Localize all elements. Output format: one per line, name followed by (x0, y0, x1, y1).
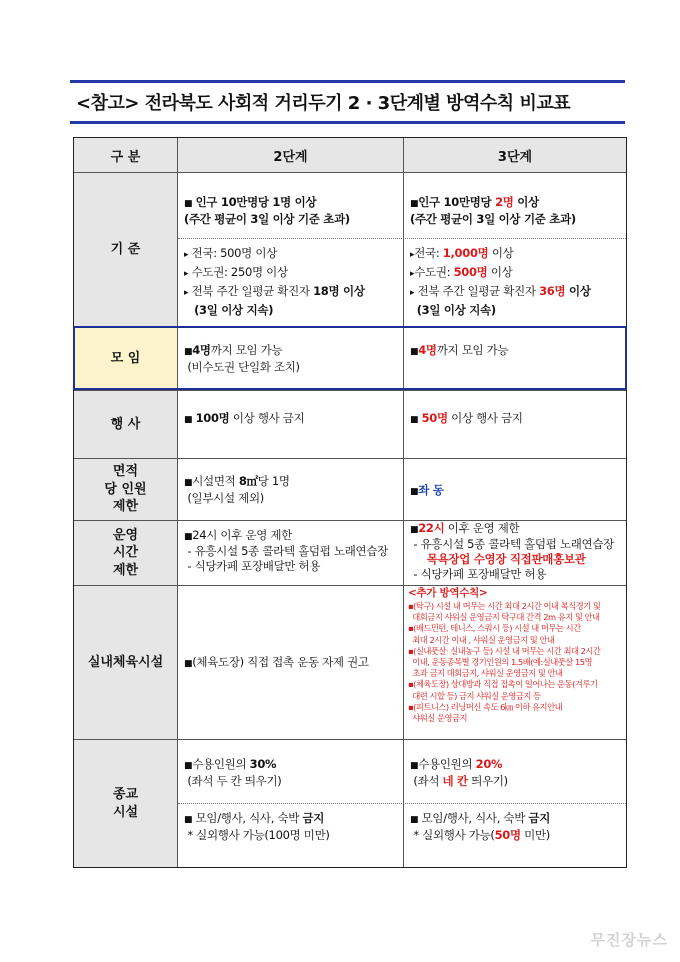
category-indoor-sports: 실내체육시설 (74, 586, 177, 739)
title-banner (70, 80, 625, 124)
divider-h6 (74, 739, 626, 740)
divider-h3 (74, 458, 626, 459)
divider-v1 (177, 138, 178, 867)
hours-l3: ■22시 이후 운영 제한 - 유흥시설 5종 콜라텍 홀덤펍 노래연습장 목욕장업 수영장 직접판매홍보관 - 식당카페 포장배달만 허용 (410, 521, 614, 582)
category-area-limit: 면적 당 인원 제한 (74, 459, 177, 520)
watermark: 무진장뉴스 (590, 931, 668, 949)
religion-l2-bottom: ■ 모임/행사, 식사, 숙박 금지 * 실외행사 가능(100명 미만) (184, 811, 330, 843)
events-l3: ■ 50명 이상 행사 금지 (410, 411, 523, 425)
criteria-l2-bottom: ▸ 전국: 500명 이상 ▸ 수도권: 250명 이상 ▸ 전북 주간 일평균 확진자 18명 이상 (3일 이상 지속) (184, 246, 365, 317)
divider-h1 (74, 326, 626, 327)
religion-l2-top: ■수용인원의 30% (좌석 두 칸 띄우기) (184, 757, 282, 789)
category-events: 행 사 (74, 391, 177, 458)
category-hours-limit: 운영 시간 제한 (74, 521, 177, 585)
title-rule-bottom (70, 121, 625, 124)
events-l2: ■ 100명 이상 행사 금지 (184, 411, 305, 425)
divider-v2 (403, 138, 404, 867)
header-level-3: 3단계 (404, 138, 626, 172)
gathering-l2: ■4명까지 모임 가능 (비수도권 단일화 조치) (184, 343, 300, 375)
indoor-sports-l2: ■(체육도장) 직접 접촉 운동 자제 권고 (184, 655, 369, 669)
divider-religion-dotted (178, 803, 626, 804)
page-title: <참고> 전라북도 사회적 거리두기 2 · 3단계별 방역수칙 비교표 (76, 93, 571, 114)
gathering-l3: ■4명까지 모임 가능 (410, 343, 509, 357)
comparison-table (73, 137, 627, 868)
title-rule-top (70, 80, 625, 83)
divider-h-header (74, 172, 626, 173)
divider-h2 (74, 390, 626, 391)
divider-criteria-dotted (178, 238, 626, 239)
category-religion: 종교 시설 (74, 740, 177, 867)
indoor-sports-l3-heading: <추가 방역수칙> (408, 587, 488, 599)
category-gathering: 모 임 (74, 327, 177, 390)
indoor-sports-l3-rules: ▪(탁구) 시설 내 머무는 시간 최대 2시간 이내 복식경기 및 대회금지 샤워실 운영금지 탁구대 간격 2m 유지 및 안내 ▪(배드민턴, 테니스, 스쿼시 등) 시설 내 머무는 시간 최대 2시간 이내 , 샤워실 운영금지 및 안내 ▪(실내풋살· 실내농구 등) 시설 내 머무는 시간 최대 2시간 이내, 운동종목별 경기인원의 1.5배(예:실내풋살 15명 초과 금지 대회금지, 샤워실 운영금지 및 안내 ▪(체육도장) 상대방과 직접 접촉이 일어나는 운동(겨루기 대련 시합 등) 금지 샤워실 운영금지 등 ▪(피트니스) 러닝머신 속도 6㎞ 이하 유지안내 샤워실 운영금지 (408, 601, 601, 723)
religion-l3-bottom: ■ 모임/행사, 식사, 숙박 금지 * 실외행사 가능(50명 미만) (410, 811, 551, 843)
header-level-2: 2단계 (178, 138, 403, 172)
area-l3: ■좌 동 (410, 483, 444, 497)
category-criteria: 기 준 (74, 173, 177, 326)
divider-h5 (74, 585, 626, 586)
criteria-l3-top: ■인구 10만명당 2명 이상 (주간 평균이 3일 이상 기준 초과) (410, 195, 576, 227)
area-l2: ■시설면적 8㎡당 1명 (일부시설 제외) (184, 474, 290, 506)
criteria-l3-bottom: ▸전국: 1,000명 이상 ▸수도권: 500명 이상 ▸ 전북 주간 일평균 확진자 36명 이상 (3일 이상 지속) (410, 246, 591, 317)
header-category: 구 분 (74, 138, 177, 172)
hours-l2: ■24시 이후 운영 제한 - 유흥시설 5종 콜라텍 홀덤펍 노래연습장 - 식당카페 포장배달만 허용 (184, 528, 388, 574)
criteria-l2-top: ■ 인구 10만명당 1명 이상 (주간 평균이 3일 이상 기준 초과) (184, 195, 350, 227)
religion-l3-top: ■수용인원의 20% (좌석 네 칸 띄우기) (410, 757, 508, 789)
